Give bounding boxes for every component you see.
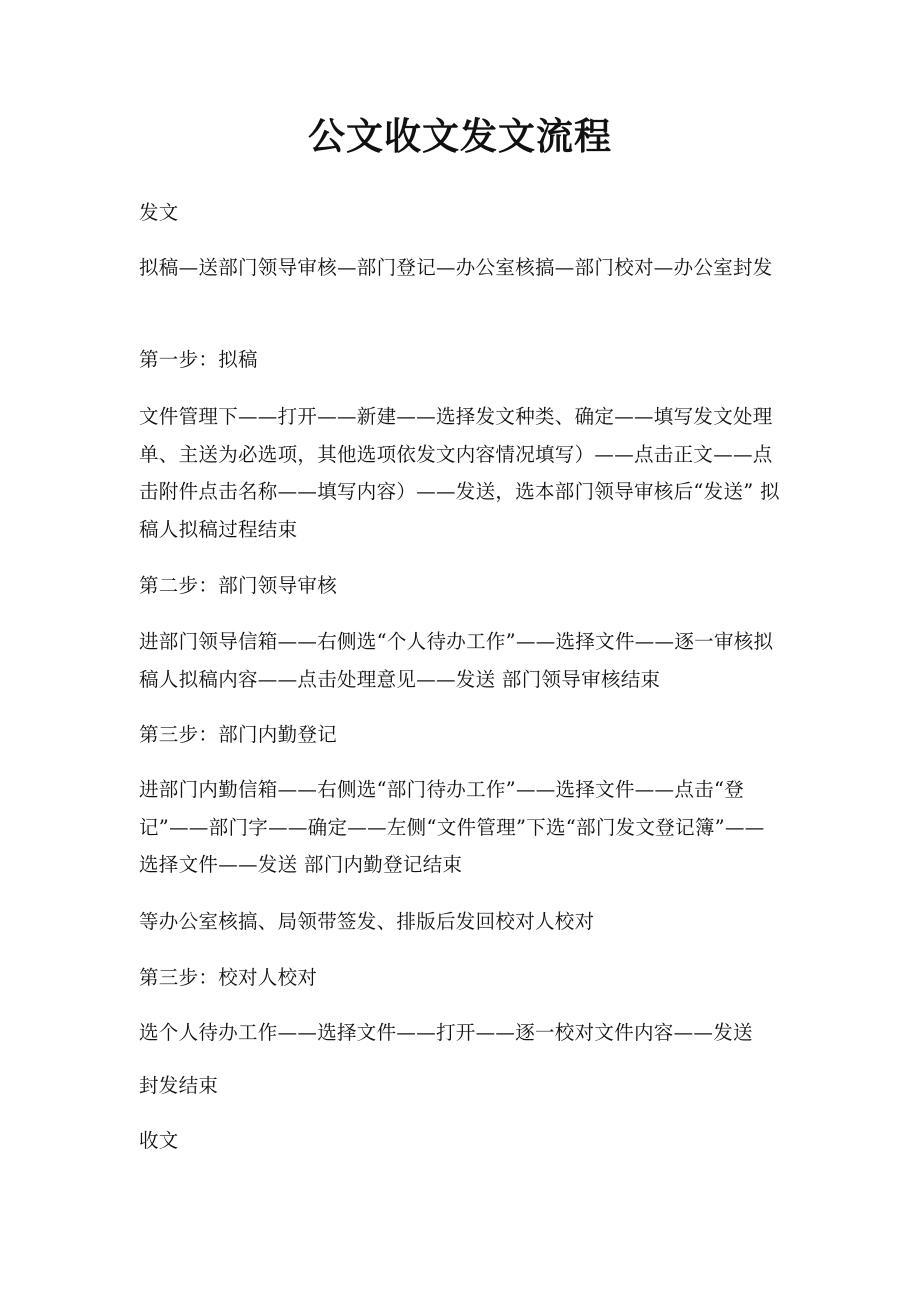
step-heading-registration: 第三步：部门内勤登记 — [139, 723, 338, 746]
step-body-proofread: 选个人待办工作——选择文件——打开——逐一校对文件内容——发送 — [139, 1021, 753, 1044]
step-heading-leader-review: 第二步：部门领导审核 — [139, 574, 338, 597]
note-wait-office: 等办公室核搞、局领带签发、排版后发回校对人校对 — [139, 910, 595, 933]
section-heading-send: 发文 — [139, 201, 179, 224]
step-body-leader-review: 进部门领导信箱——右侧选“个人待办工作”——选择文件——逐一审核拟稿人拟稿内容——点击处理意见——发送 部门领导审核结束 — [139, 630, 774, 691]
step-body-draft: 文件管理下——打开——新建——选择发文种类、确定——填写发文处理单、主送为必选项，其他选项依发文内容情况填写）——点击正文——点击附件点击名称——填写内容）——发送，选本部门领导审核后“发送” 拟稿人拟稿过程结束 — [139, 405, 780, 541]
step-heading-draft: 第一步：拟稿 — [139, 348, 258, 371]
section-heading-receive: 收文 — [139, 1129, 179, 1152]
document-title: 公文收文发文流程 — [308, 114, 612, 158]
step-heading-proofread: 第三步：校对人校对 — [139, 966, 318, 989]
step-body-registration: 进部门内勤信箱——右侧选“部门待办工作”——选择文件——点击“登记”——部门字——确定——左侧“文件管理”下选“部门发文登记簿”——选择文件——发送 部门内勤登记结束 — [139, 778, 765, 876]
dispatch-end: 封发结束 — [139, 1074, 219, 1097]
flow-summary: 拟稿—送部门领导审核—部门登记—办公室核搞—部门校对—办公室封发 — [139, 256, 773, 279]
